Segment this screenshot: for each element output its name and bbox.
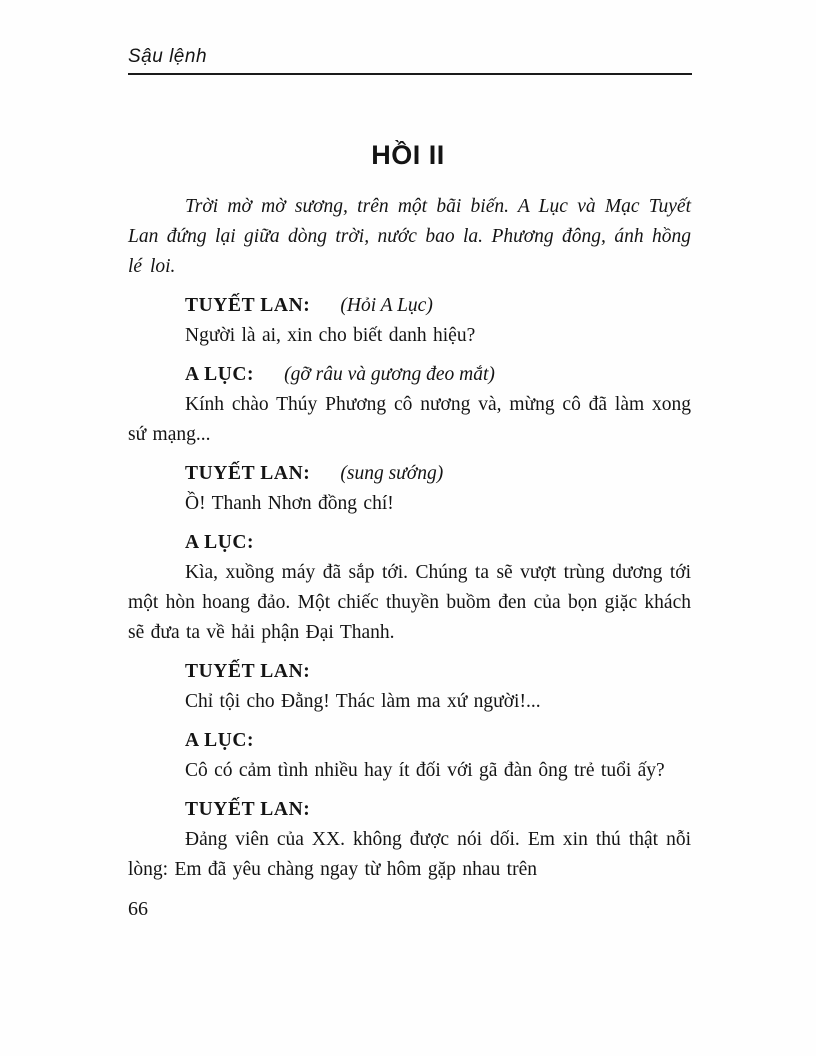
speaker-name: TUYẾT LAN:	[185, 799, 311, 820]
stage-direction-inline: (gỡ râu và gương đeo mắt)	[284, 364, 495, 385]
dialogue-block	[128, 528, 691, 648]
dialogue-text: Cô có cảm tình nhiều hay ít đối với gã đàn ông trẻ tuổi ấy?	[185, 760, 665, 781]
speaker-name: TUYẾT LAN:	[185, 463, 311, 484]
speaker-line	[128, 726, 691, 756]
stage-direction-inline: (sung sướng)	[340, 463, 444, 484]
dialogue-text: Chỉ tội cho Đằng! Thác làm ma xứ người!...	[185, 691, 541, 712]
speaker-line	[128, 795, 691, 825]
running-header	[128, 46, 692, 75]
running-title: Sậu lệnh	[128, 46, 208, 67]
speaker-name: A LỤC:	[185, 364, 255, 385]
speaker-name: TUYẾT LAN:	[185, 295, 311, 316]
speaker-name: A LỤC:	[185, 730, 255, 751]
dialogue-block	[128, 360, 691, 450]
dialogue-block	[128, 459, 691, 519]
speaker-line	[128, 459, 691, 489]
dialogue-text: Kính chào Thúy Phương cô nương và, mừng cô đã làm xong sứ mạng...	[128, 394, 691, 445]
page-content	[128, 192, 691, 885]
speaker-line	[128, 360, 691, 390]
dialogue-text: Kìa, xuồng máy đã sắp tới. Chúng ta sẽ vượt trùng dương tới một hòn hoang đảo. Một chiếc thuyền buồm đen của bọn giặc khách sẽ đưa ta về hải phận Đại Thanh.	[128, 562, 691, 643]
speaker-line	[128, 657, 691, 687]
dialogue-text: Ồ! Thanh Nhơn đồng chí!	[185, 493, 394, 514]
dialogue-block	[128, 291, 691, 351]
dialogue-list	[128, 291, 691, 885]
dialogue-block	[128, 726, 691, 786]
dialogue-block	[128, 795, 691, 885]
page-number: 66	[128, 898, 148, 920]
act-title: HỒI II	[371, 140, 445, 170]
speaker-line	[128, 528, 691, 558]
stage-direction: Trời mờ mờ sương, trên một bãi biến. A Lục và Mạc Tuyết Lan đứng lại giữa dòng trời, nước bao la. Phương đông, ánh hồng lé loi.	[128, 196, 691, 277]
speaker-name: TUYẾT LAN:	[185, 661, 311, 682]
dialogue-text: Người là ai, xin cho biết danh hiệu?	[185, 325, 476, 346]
stage-direction-inline: (Hỏi A Lục)	[340, 295, 433, 316]
dialogue-text: Đảng viên của XX. không được nói dối. Em xin thú thật nỗi lòng: Em đã yêu chàng ngay từ hôm gặp nhau trên	[128, 829, 691, 880]
speaker-name: A LỤC:	[185, 532, 255, 553]
dialogue-block	[128, 657, 691, 717]
speaker-line	[128, 291, 691, 321]
